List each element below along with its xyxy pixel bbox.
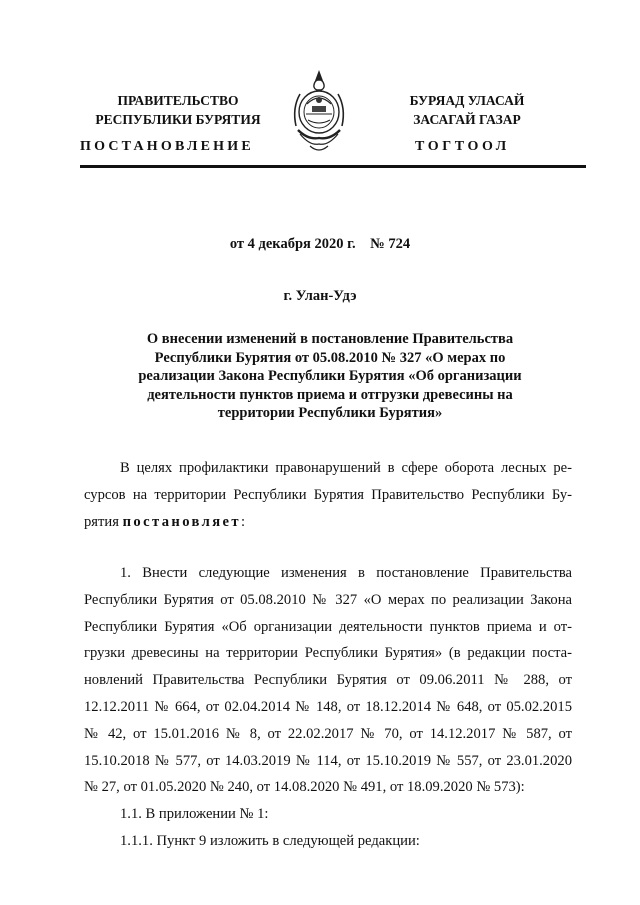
body-line [84,509,572,536]
document-title [120,330,540,423]
body-line: новлений Правительства Республики Бурятия от 09.06.2011 № 288, от [84,672,572,689]
title-line: О внесении изменений в постановление Правительства [146,331,514,347]
body-line: № 27, от 01.05.2020 № 240, от 14.08.2020 № 491, от 18.09.2020 № 573): [84,779,525,796]
body-line: В целях профилактики правонарушений в сфере оборота лесных ре- [120,460,572,476]
issuer-buryat-line-1: БУРЯАД УЛАСАЙ [409,93,525,108]
preamble-paragraph [84,455,572,535]
title-line: деятельности пунктов приема и отгрузки древесины на [147,386,513,403]
body-line: 1. Внести следующие изменения в постановление Правительства [120,565,572,581]
doc-type-russian: ПОСТАНОВЛЕНИЕ [80,139,254,154]
doc-type-buryat: ТОГТООЛ [415,139,510,154]
title-line: территории Республики Бурятия» [217,405,443,421]
header-divider [80,165,586,168]
coat-of-arms-emblem [288,68,350,156]
issuer-russian [78,91,278,129]
issuer-russian-line-1: ПРАВИТЕЛЬСТВО [117,93,239,108]
issuer-buryat-line-2: ЗАСАГАЙ ГАЗАР [413,112,521,127]
body-line: № 42, от 15.01.2016 № 8, от 22.02.2017 № 70, от 14.12.2017 № 587, от [84,725,572,742]
subclause-line: 1.1. В приложении № 1: [120,806,269,823]
clause-1-paragraph [84,560,572,855]
preamble-text: рятия [84,513,123,530]
date-and-number: от 4 декабря 2020 г. № 724 [229,236,411,252]
decree-word: постановляет [122,513,241,530]
body-line: Республики Бурятия «Об организации деятельности пунктов приема и от- [84,618,572,635]
issuer-buryat [372,91,562,129]
preamble-colon: : [240,513,246,530]
title-line: реализации Закона Республики Бурятия «Об организации [138,368,522,384]
city: г. Улан-Удэ [283,288,357,304]
body-line: грузки древесины на территории Республики Бурятия» (в редакции поста- [84,645,572,662]
body-line: сурсов на территории Республики Бурятия Правительство Республики Бу- [84,486,572,503]
subclause-line: 1.1.1. Пункт 9 изложить в следующей редакции: [120,832,420,849]
issuer-russian-line-2: РЕСПУБЛИКИ БУРЯТИЯ [95,112,261,127]
body-line: 12.12.2011 № 664, от 02.04.2014 № 148, от 18.12.2014 № 648, от 05.02.2015 [84,698,572,715]
title-line: Республики Бурятия от 05.08.2010 № 327 «О мерах по [154,349,506,366]
body-line: 15.10.2018 № 577, от 14.03.2019 № 114, от 15.10.2019 № 557, от 23.01.2020 [84,752,572,769]
body-line: Республики Бурятия от 05.08.2010 № 327 «О мерах по реализации Закона [84,591,572,608]
